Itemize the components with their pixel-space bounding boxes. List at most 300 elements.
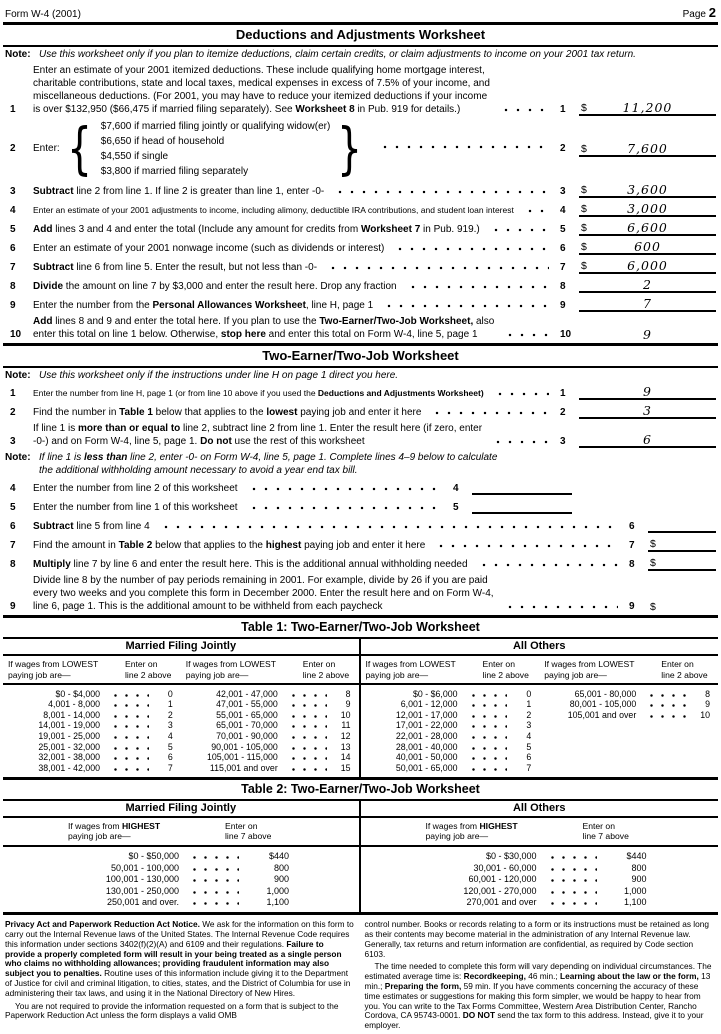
enter-value: 7 bbox=[526, 762, 532, 773]
text-run: Add bbox=[33, 223, 53, 235]
wage-range: 250,001 and over. bbox=[106, 897, 179, 908]
enter-value: 2 bbox=[526, 709, 532, 720]
enter-value: 1,100 bbox=[623, 897, 647, 908]
entry-field-line-9[interactable] bbox=[579, 296, 716, 312]
line-number-right: 10 bbox=[560, 328, 572, 340]
worksheet-line-1 bbox=[3, 383, 718, 402]
column-headers bbox=[3, 821, 359, 842]
entry-field-line-7[interactable] bbox=[648, 536, 716, 552]
note-line bbox=[39, 465, 497, 478]
line-label: Enter: bbox=[33, 143, 60, 154]
dot-leader bbox=[502, 333, 549, 337]
table-column-group bbox=[361, 688, 540, 773]
line-text bbox=[23, 387, 484, 400]
note-line bbox=[39, 452, 497, 465]
dot-leader bbox=[286, 694, 327, 697]
text-line bbox=[33, 299, 373, 312]
entry-field-line-1[interactable] bbox=[579, 100, 716, 116]
entry-field-line-7[interactable] bbox=[579, 258, 716, 274]
entry-field-line-5[interactable] bbox=[472, 498, 572, 514]
table-row bbox=[539, 699, 718, 710]
entry-field-line-2[interactable] bbox=[579, 403, 716, 419]
entry-field-line-9[interactable] bbox=[648, 597, 716, 613]
line-number: 4 bbox=[10, 483, 16, 494]
table-row bbox=[361, 861, 719, 873]
wage-range: $0 - $30,000 bbox=[485, 851, 537, 862]
text-line bbox=[33, 520, 150, 533]
text-run: line 2, subtract line 2 from line 1. Enter the result here (if zero, enter bbox=[180, 423, 483, 434]
entry-field-line-4[interactable] bbox=[472, 479, 572, 495]
wage-range: 55,001 - 65,000 bbox=[216, 709, 278, 720]
dot-leader bbox=[108, 747, 149, 750]
dot-leader bbox=[187, 891, 239, 894]
text-run: Failure to provide a properly completed form will result in your being treated as a single person who claims no withholding allowances; providing fraudulent information may also subject you to penalties. bbox=[5, 938, 342, 979]
wage-range: 40,001 - 50,000 bbox=[395, 752, 458, 763]
line-number-right: 7 bbox=[629, 540, 635, 551]
text-run: 59 min. If you have comments concerning the accuracy of these time estimates or suggestions for making this form simpler, we would be happy to hear from you. You can write to the Tax Forms Committee, Western Area Distribution Center, Rancho Cordova, CA 95743-0001. bbox=[364, 981, 701, 1021]
text-run: miscellaneous deductions. (For 2001, you may have to reduce your itemized deductions if your income bbox=[33, 90, 488, 102]
line-number-right: 1 bbox=[560, 388, 566, 399]
dot-leader bbox=[377, 145, 549, 149]
form-id-label: Form W-4 (2001) bbox=[5, 9, 81, 20]
text-run: Worksheet 8 bbox=[295, 103, 355, 115]
dot-leader bbox=[644, 715, 686, 718]
wage-range: 50,001 - 100,000 bbox=[110, 862, 179, 873]
entry-value: 11,200 bbox=[622, 99, 673, 115]
column-headers bbox=[3, 659, 181, 680]
footer-left-column bbox=[5, 920, 361, 1034]
text-run: less than bbox=[84, 452, 128, 463]
enter-value: 7 bbox=[167, 762, 173, 773]
table-row bbox=[361, 720, 540, 731]
entry-field-line-1[interactable] bbox=[579, 384, 716, 400]
worksheet-line-4 bbox=[3, 478, 718, 497]
entry-field-line-3[interactable] bbox=[579, 182, 716, 198]
entry-value: 3 bbox=[643, 403, 652, 418]
text-run: paying job and enter it here bbox=[297, 407, 422, 418]
table-row bbox=[361, 850, 719, 862]
dot-leader bbox=[466, 725, 508, 728]
text-run: 13 min.; bbox=[364, 971, 711, 992]
entry-value: 7,600 bbox=[627, 140, 668, 156]
enter-value: 4 bbox=[526, 730, 532, 741]
line-text bbox=[23, 242, 384, 255]
text-run: Enter an estimate of your 2001 nonwage income (such as dividends or interest) bbox=[33, 242, 385, 254]
entry-value: 7 bbox=[643, 295, 652, 311]
line-text bbox=[23, 261, 317, 274]
enter-value: $440 bbox=[268, 851, 289, 862]
dot-leader bbox=[545, 856, 597, 859]
header-line: If wages from LOWEST bbox=[365, 659, 456, 669]
line-text bbox=[23, 64, 490, 116]
header-line bbox=[426, 821, 569, 832]
entry-value: 6,600 bbox=[627, 219, 668, 235]
table-column-group bbox=[539, 688, 718, 773]
entry-field-line-6[interactable] bbox=[579, 239, 716, 255]
enter-value: 3 bbox=[167, 720, 173, 731]
dot-leader bbox=[466, 694, 508, 697]
text-run: paying job are— bbox=[425, 831, 489, 842]
wage-range: 14,001 - 19,000 bbox=[38, 720, 100, 731]
dot-leader bbox=[286, 747, 327, 750]
line-text bbox=[23, 482, 238, 495]
line-number-right: 2 bbox=[560, 407, 566, 418]
dot-leader bbox=[522, 209, 549, 213]
text-line bbox=[33, 315, 494, 328]
enter-value: $440 bbox=[626, 851, 647, 862]
line-number-right: 3 bbox=[560, 185, 566, 197]
dot-leader bbox=[644, 704, 686, 707]
table-row bbox=[181, 709, 359, 720]
dot-leader bbox=[108, 704, 149, 707]
worksheet-line-3 bbox=[3, 181, 718, 200]
enter-value: 5 bbox=[167, 741, 173, 752]
table-row bbox=[3, 699, 181, 710]
dot-leader bbox=[466, 747, 508, 750]
text-run: Table 2 bbox=[118, 540, 153, 551]
line-number: 7 bbox=[10, 261, 16, 273]
text-line bbox=[33, 574, 494, 587]
text-run: Preparing the form, bbox=[384, 981, 462, 992]
wage-range: 70,001 - 90,000 bbox=[216, 730, 278, 741]
enter-column-header bbox=[111, 659, 171, 680]
text-line bbox=[33, 77, 490, 90]
entry-field-line-8[interactable] bbox=[648, 555, 716, 571]
wage-range: 17,001 - 22,000 bbox=[395, 720, 458, 731]
table-row bbox=[3, 720, 181, 731]
table-rows bbox=[3, 847, 359, 913]
text-run: line 2 from line 1. If line 2 is greater than line 1, enter -0- bbox=[73, 185, 325, 197]
worksheet-line-9 bbox=[3, 295, 718, 314]
dot-leader bbox=[488, 228, 549, 232]
dollar-sign: $ bbox=[650, 601, 656, 613]
worksheet-line-4 bbox=[3, 200, 718, 219]
worksheet-line-8 bbox=[3, 276, 718, 295]
wages-column-header bbox=[421, 821, 569, 842]
table-column-headers bbox=[3, 818, 359, 847]
header-line: line 2 above bbox=[482, 669, 529, 680]
text-run: line 2, enter -0- on Form W-4, line 5, page 1. Complete lines 4–9 below to calculate bbox=[127, 452, 498, 463]
dot-leader bbox=[381, 304, 549, 308]
enter-value: 12 bbox=[340, 730, 351, 741]
entry-field-line-5[interactable] bbox=[579, 220, 716, 236]
text-run: and enter this total on Form W-4, line 5, page 1 bbox=[265, 328, 478, 340]
enter-column-header bbox=[647, 659, 707, 680]
wage-range: 105,001 - 115,000 bbox=[206, 752, 278, 763]
line-number: 10 bbox=[10, 328, 22, 340]
text-run: in Pub. 919 for details.) bbox=[354, 103, 461, 115]
enter-value: 11 bbox=[341, 720, 351, 731]
table2 bbox=[3, 801, 718, 913]
dot-leader bbox=[490, 440, 549, 444]
dot-leader bbox=[158, 525, 618, 529]
enter-value: 9 bbox=[705, 699, 710, 710]
text-line bbox=[33, 482, 238, 495]
text-run: 46 min.; bbox=[525, 971, 561, 982]
table2-half-all-others bbox=[361, 801, 719, 913]
dot-leader bbox=[433, 544, 618, 548]
table-section-title: Married Filing Jointly bbox=[3, 639, 359, 656]
line-number: 2 bbox=[10, 143, 16, 154]
enter-value: 8 bbox=[345, 688, 351, 699]
worksheet-line-6 bbox=[3, 238, 718, 257]
text-line bbox=[33, 406, 421, 419]
dollar-sign: $ bbox=[581, 101, 587, 114]
text-run: Subtract bbox=[33, 521, 74, 532]
dot-leader bbox=[187, 879, 239, 882]
enter-value: 1,000 bbox=[623, 885, 647, 896]
wage-range: 12,001 - 17,000 bbox=[395, 709, 458, 720]
header-line: If wages from LOWEST bbox=[544, 659, 635, 669]
text-run: Enter the number from line 2 of this worksheet bbox=[33, 483, 238, 494]
footer-paragraph bbox=[365, 962, 717, 1031]
line-number: 1 bbox=[10, 103, 16, 115]
text-run: send the tax form to this address. Instead, give it to your employer. bbox=[364, 1010, 704, 1031]
page-header bbox=[3, 3, 718, 22]
footer-paragraph bbox=[365, 920, 717, 959]
note-label: Note: bbox=[5, 49, 31, 60]
text-line bbox=[33, 501, 238, 514]
footer-paragraph bbox=[5, 1002, 355, 1022]
text-run: Enter an estimate of your 2001 itemized deductions. These include qualifying home mortgage interest, bbox=[33, 64, 485, 76]
header-line: line 7 above bbox=[582, 831, 629, 842]
text-line bbox=[33, 539, 425, 552]
table-rows bbox=[3, 685, 359, 777]
text-run: Deductions and Adjustments Worksheet bbox=[317, 388, 481, 398]
entry-value: 3,600 bbox=[627, 181, 668, 197]
worksheet-line-7 bbox=[3, 535, 718, 554]
text-run: Find the number in bbox=[33, 407, 120, 418]
table-row bbox=[181, 688, 359, 699]
table-column-headers bbox=[361, 818, 719, 847]
entry-field-line-2[interactable] bbox=[579, 141, 716, 157]
text-run: Two-Earner/Two-Job Worksheet, bbox=[319, 315, 474, 327]
line-number-right: 4 bbox=[560, 204, 566, 216]
text-run: Multiply bbox=[33, 559, 71, 570]
line-text bbox=[23, 422, 482, 448]
entry-field-line-4[interactable] bbox=[579, 201, 716, 217]
footer-right-column bbox=[361, 920, 717, 1034]
enter-value: 14 bbox=[340, 752, 351, 763]
note bbox=[3, 450, 718, 478]
wage-range: 60,001 - 120,000 bbox=[468, 874, 537, 885]
privacy-act-notice bbox=[3, 915, 718, 1034]
header-line: Enter on bbox=[482, 659, 515, 669]
text-run: line 6 from line 5. Enter the result, but not less than -0- bbox=[73, 261, 318, 273]
text-line bbox=[33, 280, 397, 293]
text-run: paying job and enter it here bbox=[301, 540, 426, 551]
header-line: paying job are— bbox=[185, 669, 249, 680]
dot-leader bbox=[246, 506, 442, 510]
enter-value: 1 bbox=[167, 699, 173, 710]
worksheet-line-1 bbox=[3, 63, 718, 118]
line-number-right: 9 bbox=[629, 601, 635, 612]
dot-leader bbox=[545, 868, 597, 871]
text-run: Enter the number from line 1 of this worksheet bbox=[33, 502, 238, 513]
dot-leader bbox=[476, 563, 618, 567]
text-run: Privacy Act and Paperwork Reduction Act Notice. bbox=[5, 919, 203, 930]
text-run: the additional withholding amount necessary to avoid a year end tax bill. bbox=[39, 464, 358, 476]
table-row bbox=[539, 709, 718, 720]
dot-leader bbox=[502, 605, 618, 609]
header-line bbox=[426, 831, 569, 842]
dollar-sign: $ bbox=[581, 183, 587, 196]
close-brace: } bbox=[337, 116, 363, 181]
dot-leader bbox=[187, 868, 239, 871]
dollar-sign: $ bbox=[581, 202, 587, 215]
enter-value: 0 bbox=[167, 688, 173, 699]
wage-range: 4,001 - 8,000 bbox=[48, 699, 100, 710]
text-run: Enter an estimate of your 2001 adjustments to income, including alimony, deductible IRA contributions, and student loan interest bbox=[33, 204, 514, 215]
wage-range: 105,001 and over bbox=[567, 709, 637, 720]
dot-leader bbox=[286, 736, 327, 739]
header-line: paying job are— bbox=[365, 669, 429, 680]
wage-range: 6,001 - 12,000 bbox=[400, 699, 458, 710]
entry-value: 6 bbox=[643, 432, 652, 447]
enter-column-header bbox=[469, 659, 529, 680]
wage-range: 8,001 - 14,000 bbox=[43, 709, 100, 720]
enter-column-header bbox=[289, 659, 349, 680]
dot-leader bbox=[108, 768, 149, 771]
footer-paragraph bbox=[5, 920, 355, 998]
dot-leader bbox=[332, 190, 549, 194]
wage-range: 47,001 - 55,000 bbox=[216, 699, 278, 710]
header-line: line 2 above bbox=[302, 669, 350, 680]
enter-column-header bbox=[211, 821, 271, 842]
enter-value: 6 bbox=[526, 752, 532, 763]
text-run: If line 1 is bbox=[39, 452, 85, 463]
table-rows bbox=[361, 685, 719, 777]
header-line: Enter on bbox=[582, 820, 615, 831]
header-line bbox=[68, 831, 211, 842]
ws2-title: Two-Earner/Two-Job Worksheet bbox=[262, 347, 459, 363]
wage-range: 115,001 and over bbox=[209, 762, 278, 773]
wages-column-header bbox=[181, 659, 289, 680]
entry-value: 6,000 bbox=[627, 257, 668, 273]
enter-value: 5 bbox=[526, 741, 532, 752]
dollar-sign: $ bbox=[581, 240, 587, 253]
text-run: We ask for the information on this form to carry out the Internal Revenue laws of the United States. The Internal Revenue Code requires this information under sections 3402(f)(2)(A) and 6109 and their regulations. bbox=[5, 919, 354, 949]
page-number: Page 2 bbox=[682, 5, 716, 20]
text-run: Do not bbox=[200, 436, 232, 447]
line-text bbox=[23, 185, 324, 198]
line-number: 3 bbox=[10, 436, 16, 447]
text-run: Recordkeeping, bbox=[463, 971, 526, 982]
wages-column-header bbox=[3, 659, 111, 680]
enter-value: 10 bbox=[700, 709, 710, 720]
dot-leader bbox=[466, 768, 508, 771]
line-number-right: 7 bbox=[560, 261, 566, 273]
bracket-options bbox=[99, 119, 331, 179]
header-line: If wages from LOWEST bbox=[8, 659, 99, 669]
enter-value: 1,100 bbox=[266, 897, 289, 908]
table1-half-all-others bbox=[361, 639, 719, 777]
header-line: If wages from LOWEST bbox=[185, 659, 277, 669]
dot-leader bbox=[286, 757, 327, 760]
text-run: paying job are— bbox=[68, 831, 131, 842]
table-column-headers bbox=[361, 656, 719, 685]
entry-field-line-6[interactable] bbox=[648, 517, 716, 533]
header-line bbox=[68, 821, 211, 832]
text-run: more than or equal to bbox=[78, 423, 181, 434]
dot-leader bbox=[545, 902, 597, 905]
table1-half-married-filing-jointly bbox=[3, 639, 361, 777]
enter-value: 0 bbox=[526, 688, 532, 699]
ws1-title: Deductions and Adjustments Worksheet bbox=[235, 27, 486, 42]
text-run: Divide line 8 by the number of pay periods remaining in 2001. For example, divide by 26 if you are paid bbox=[33, 575, 488, 586]
dot-leader bbox=[286, 704, 327, 707]
line-text bbox=[23, 501, 238, 514]
column-headers bbox=[361, 659, 540, 680]
table-column-group bbox=[3, 688, 181, 773]
table-row bbox=[539, 688, 718, 699]
note-text bbox=[39, 370, 398, 383]
two-earner-two-job-worksheet bbox=[3, 368, 718, 616]
note bbox=[3, 47, 718, 63]
text-run: Subtract bbox=[33, 185, 74, 197]
text-run: control number. Books or records relating to a form or its instructions must be retained as long as their contents may become material in the administration of any Internal Revenue law. Generally, tax returns and return information are confidential, as required by Code section 6103. bbox=[364, 919, 709, 959]
entry-field-line-8[interactable] bbox=[579, 277, 716, 293]
dot-leader bbox=[108, 736, 149, 739]
line-number-right: 6 bbox=[560, 242, 566, 254]
line-number: 3 bbox=[10, 185, 16, 197]
entry-value: 2 bbox=[643, 276, 652, 292]
enter-value: 6 bbox=[167, 752, 173, 763]
dot-leader bbox=[492, 392, 549, 396]
table-section-title: All Others bbox=[361, 801, 719, 818]
text-run: Use this worksheet only if you plan to itemize deductions, claim certain credits, or claim adjustments to income on your 2001 tax return. bbox=[39, 49, 636, 60]
line-number: 9 bbox=[10, 601, 16, 612]
text-run: Enter the number from the bbox=[33, 299, 153, 311]
line-number-right: 6 bbox=[629, 521, 635, 532]
note bbox=[3, 368, 718, 384]
dot-leader bbox=[466, 757, 508, 760]
header-line: Enter on bbox=[225, 820, 258, 831]
wage-range: $0 - $4,000 bbox=[55, 688, 100, 699]
enter-value: 8 bbox=[705, 688, 710, 699]
bracket-option: $4,550 if single bbox=[100, 150, 169, 162]
table-rows bbox=[361, 847, 719, 913]
enter-value: 10 bbox=[340, 709, 351, 720]
line-number: 6 bbox=[10, 242, 16, 254]
line-number-right: 8 bbox=[560, 280, 566, 292]
text-run: Find the amount in bbox=[33, 540, 119, 551]
table-section-title: All Others bbox=[361, 639, 719, 656]
dot-leader bbox=[466, 736, 508, 739]
entry-field-line-10[interactable] bbox=[579, 325, 716, 341]
text-run: Enter the number from line H, page 1 (or from line 10 above if you used the bbox=[33, 388, 318, 398]
wage-range: 120,001 - 270,000 bbox=[463, 885, 537, 896]
entry-field-line-3[interactable] bbox=[579, 432, 716, 448]
text-run: Learning about the law or the form, bbox=[560, 971, 699, 982]
dot-leader bbox=[187, 856, 239, 859]
line-text bbox=[23, 558, 468, 571]
dollar-sign: $ bbox=[650, 557, 656, 569]
table-row bbox=[361, 752, 540, 763]
text-run: Use this worksheet only if the instructions under line H on page 1 direct you here. bbox=[39, 369, 399, 381]
line-text bbox=[23, 406, 421, 419]
line-number-right: 8 bbox=[629, 559, 635, 570]
text-line bbox=[33, 204, 514, 217]
dollar-sign: $ bbox=[581, 259, 587, 272]
enter-value: 13 bbox=[340, 741, 351, 752]
table1-title: Table 1: Two-Earner/Two-Job Worksheet bbox=[241, 620, 480, 634]
text-run: in Pub. 919.) bbox=[420, 223, 480, 235]
worksheet-line-5 bbox=[3, 219, 718, 238]
line-text bbox=[23, 223, 480, 236]
text-run: enter this total on line 1 below. Otherwise, bbox=[33, 328, 221, 340]
enter-value: 900 bbox=[631, 874, 647, 885]
